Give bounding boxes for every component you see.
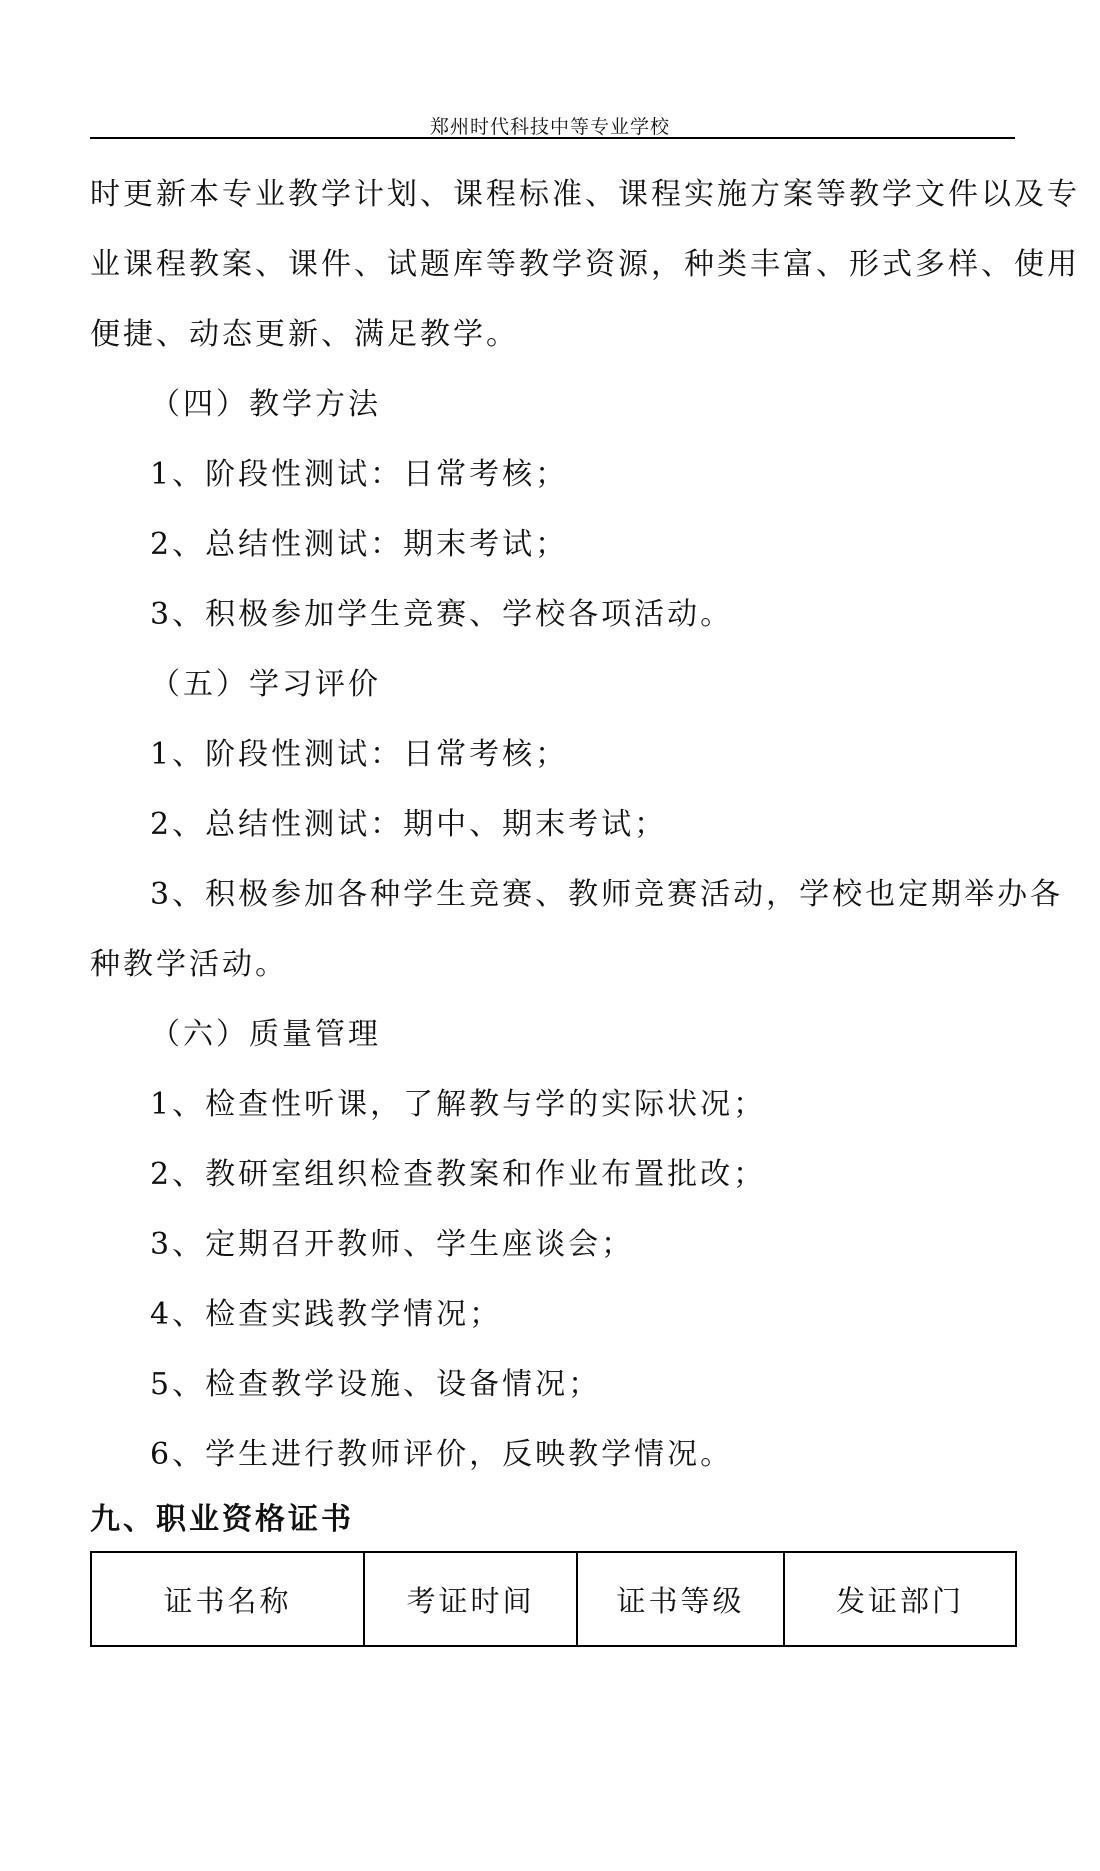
- subsection-heading-teaching-methods: （四）教学方法: [150, 387, 381, 422]
- list-item: 1、检查性听课，了解教与学的实际状况；: [150, 1087, 767, 1122]
- section-heading-certificates: 九、职业资格证书: [90, 1502, 354, 1537]
- list-item: 6、学生进行教师评价，反映教学情况。: [150, 1437, 734, 1472]
- paragraph-line: 便捷、动态更新、满足教学。: [90, 317, 519, 352]
- paragraph-line: 业课程教案、课件、试题库等教学资源，种类丰富、形式多样、使用: [90, 247, 1080, 282]
- table-header-cell: 证书名称: [91, 1552, 364, 1646]
- list-item: 3、积极参加各种学生竞赛、教师竞赛活动，学校也定期举办各: [150, 877, 1064, 912]
- list-item: 3、积极参加学生竞赛、学校各项活动。: [150, 597, 734, 632]
- subsection-heading-learning-evaluation: （五）学习评价: [150, 667, 381, 702]
- subsection-heading-quality-management: （六）质量管理: [150, 1017, 381, 1052]
- list-item: 1、阶段性测试：日常考核；: [150, 737, 569, 772]
- list-item: 5、检查教学设施、设备情况；: [150, 1367, 602, 1402]
- list-item-continuation: 种教学活动。: [90, 947, 288, 982]
- paragraph-line: 时更新本专业教学计划、课程标准、课程实施方案等教学文件以及专: [90, 177, 1080, 212]
- school-name: 郑州时代科技中等专业学校: [429, 116, 670, 138]
- list-item: 4、检查实践教学情况；: [150, 1297, 503, 1332]
- certificate-table: [90, 1551, 1017, 1647]
- table-header-cell: 证书等级: [577, 1552, 784, 1646]
- table-header-cell: 发证部门: [784, 1552, 1016, 1646]
- list-item: 2、总结性测试：期中、期末考试；: [150, 807, 668, 842]
- list-item: 3、定期召开教师、学生座谈会；: [150, 1227, 635, 1262]
- table-header-row: [91, 1552, 1016, 1646]
- table-header-cell: 考证时间: [364, 1552, 577, 1646]
- list-item: 2、教研室组织检查教案和作业布置批改；: [150, 1157, 767, 1192]
- header-divider: [90, 137, 1015, 139]
- list-item: 2、总结性测试：期末考试；: [150, 527, 569, 562]
- list-item: 1、阶段性测试：日常考核；: [150, 457, 569, 492]
